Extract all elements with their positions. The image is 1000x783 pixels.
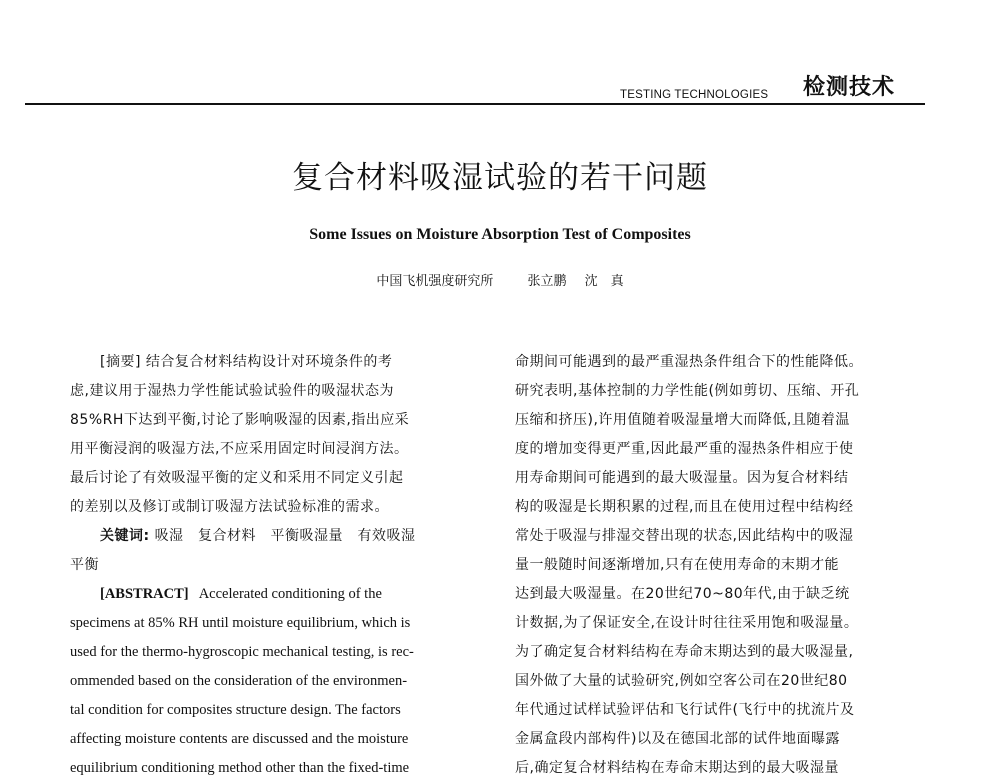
abstract-cn-line: 最后讨论了有效吸湿平衡的定义和采用不同定义引起 <box>70 470 404 486</box>
abstract-en-label: [ABSTRACT] <box>100 586 189 602</box>
right-column <box>515 348 933 783</box>
header-rule <box>25 103 925 105</box>
abstract-en-line: tal condition for composites structure design. The factors <box>70 702 401 718</box>
body-line: 量一般随时间逐渐增加,只有在使用寿命的末期才能 <box>515 557 839 573</box>
body-line: 命期间可能遇到的最严重湿热条件组合下的性能降低。 <box>515 354 863 370</box>
abstract-en-text: Accelerated conditioning of the <box>198 586 382 602</box>
body-line: 金属盒段内部构件)以及在德国北部的试件地面曝露 <box>515 731 840 747</box>
author-name: 张立鹏 <box>527 274 567 289</box>
abstract-en-line: used for the thermo-hygroscopic mechanical testing, is rec- <box>70 644 414 660</box>
abstract-cn-text: 结合复合材料结构设计对环境条件的考 <box>145 354 393 370</box>
body-line: 达到最大吸湿量。在20世纪70~80年代,由于缺乏统 <box>515 586 850 602</box>
body-line: 压缩和挤压),许用值随着吸湿量增大而降低,且随着温 <box>515 412 850 428</box>
body-line: 研究表明,基体控制的力学性能(例如剪切、压缩、开孔 <box>515 383 860 399</box>
title-cn: 复合材料吸湿试验的若干问题 <box>292 160 708 196</box>
abstract-en-line: equilibrium conditioning method other than the fixed-time <box>70 760 410 776</box>
keywords-text: 吸湿 复合材料 平衡吸湿量 有效吸湿 <box>154 528 416 544</box>
keywords-line: 平衡 <box>70 557 99 573</box>
affiliation: 中国飞机强度研究所 <box>376 274 494 289</box>
abstract-cn-line <box>70 348 482 377</box>
abstract-cn-line: 的差别以及修订或制订吸湿方法试验标准的需求。 <box>70 499 389 515</box>
body-line: 国外做了大量的试验研究,例如空客公司在20世纪80 <box>515 673 848 689</box>
abstract-cn-label: [摘要] <box>100 354 141 370</box>
keywords-label: 关键词: <box>100 528 150 544</box>
running-head-cn: 检测技术 <box>803 75 896 100</box>
body-line: 后,确定复合材料结构在寿命末期达到的最大吸湿量 <box>515 760 839 776</box>
abstract-en-line: ommended based on the consideration of the environmen- <box>70 673 408 689</box>
authors <box>0 270 1000 289</box>
body-line: 度的增加变得更严重,因此最严重的湿热条件相应于使 <box>515 441 854 457</box>
author-name: 沈 真 <box>584 274 624 289</box>
body-line: 用寿命期间可能遇到的最大吸湿量。因为复合材料结 <box>515 470 849 486</box>
abstract-en-line: affecting moisture contents are discussed and the moisture <box>70 731 409 747</box>
running-head-en: TESTING TECHNOLOGIES <box>620 89 769 101</box>
keywords-line <box>70 522 482 551</box>
body-line: 常处于吸湿与排湿交替出现的状态,因此结构中的吸湿 <box>515 528 854 544</box>
left-column <box>70 348 482 783</box>
body-line: 年代通过试样试验评估和飞行试件(飞行中的扰流片及 <box>515 702 855 718</box>
abstract-en-line <box>70 580 482 609</box>
abstract-cn-line: 虑,建议用于湿热力学性能试验试验件的吸湿状态为 <box>70 383 394 399</box>
body-line: 构的吸湿是长期积累的过程,而且在使用过程中结构经 <box>515 499 854 515</box>
abstract-en-line: specimens at 85% RH until moisture equilibrium, which is <box>70 615 411 631</box>
body-line: 为了确定复合材料结构在寿命末期达到的最大吸湿量, <box>515 644 854 660</box>
title-en: Some Issues on Moisture Absorption Test of Composites <box>309 226 691 243</box>
abstract-cn-line: 用平衡浸润的吸湿方法,不应采用固定时间浸润方法。 <box>70 441 409 457</box>
abstract-cn-line: 85%RH下达到平衡,讨论了影响吸湿的因素,指出应采 <box>70 412 410 428</box>
body-line: 计数据,为了保证安全,在设计时往往采用饱和吸湿量。 <box>515 615 859 631</box>
